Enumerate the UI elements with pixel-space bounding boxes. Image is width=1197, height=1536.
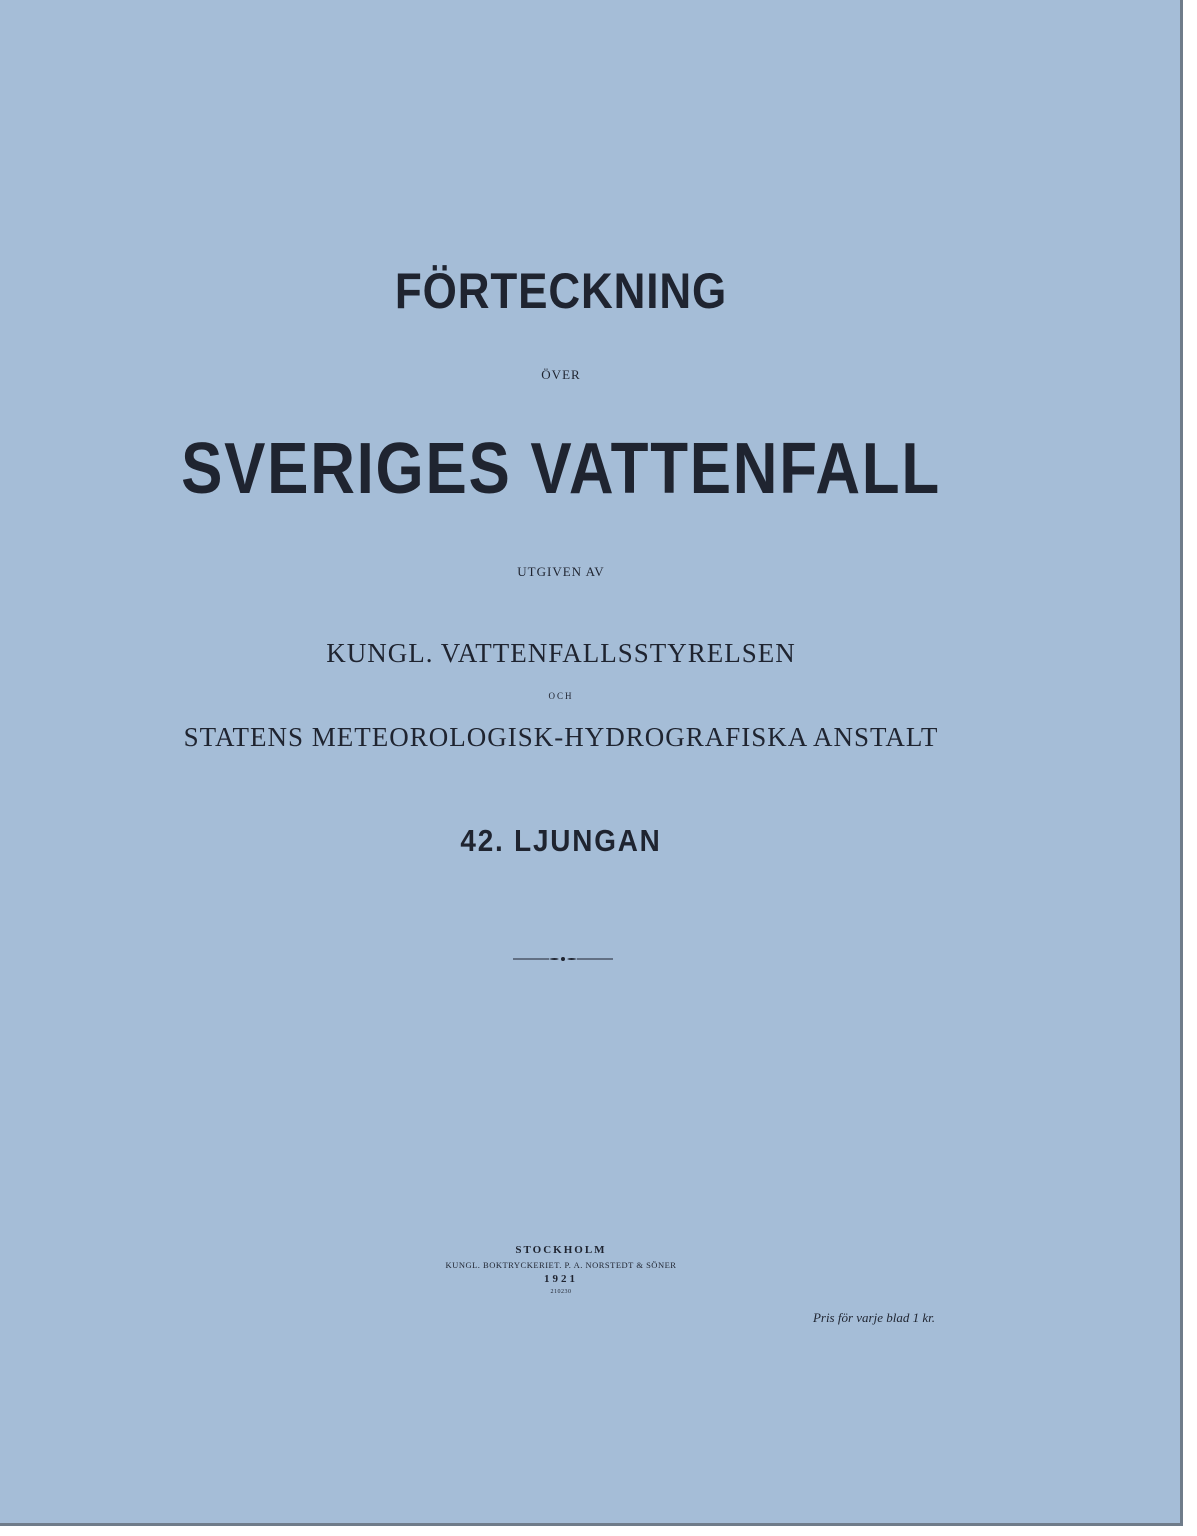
publisher-vattenfallsstyrelsen: KUNGL. VATTENFALLSSTYRELSEN xyxy=(326,638,796,668)
imprint-city: STOCKHOLM xyxy=(515,1244,607,1256)
publisher-smha: STATENS METEOROLOGISK-HYDROGRAFISKA ANSTALT xyxy=(183,722,939,752)
imprint-year: 1921 xyxy=(544,1273,578,1285)
title-sveriges-vattenfall: SVERIGES VATTENFALL xyxy=(181,429,941,509)
conjunction-och: OCH xyxy=(548,691,574,701)
publisher-intro: UTGIVEN AV xyxy=(517,564,605,579)
title-forteckning: FÖRTECKNING xyxy=(394,263,728,319)
imprint-printer: KUNGL. BOKTRYCKERIET. P. A. NORSTEDT & SÖNER xyxy=(445,1260,677,1270)
volume-title: 42. LJUNGAN xyxy=(460,823,662,858)
imprint-code: 210230 xyxy=(550,1289,572,1295)
ornament-divider xyxy=(513,952,613,966)
price-note: Pris för varje blad 1 kr. xyxy=(812,1310,935,1325)
title-over: ÖVER xyxy=(541,367,581,382)
